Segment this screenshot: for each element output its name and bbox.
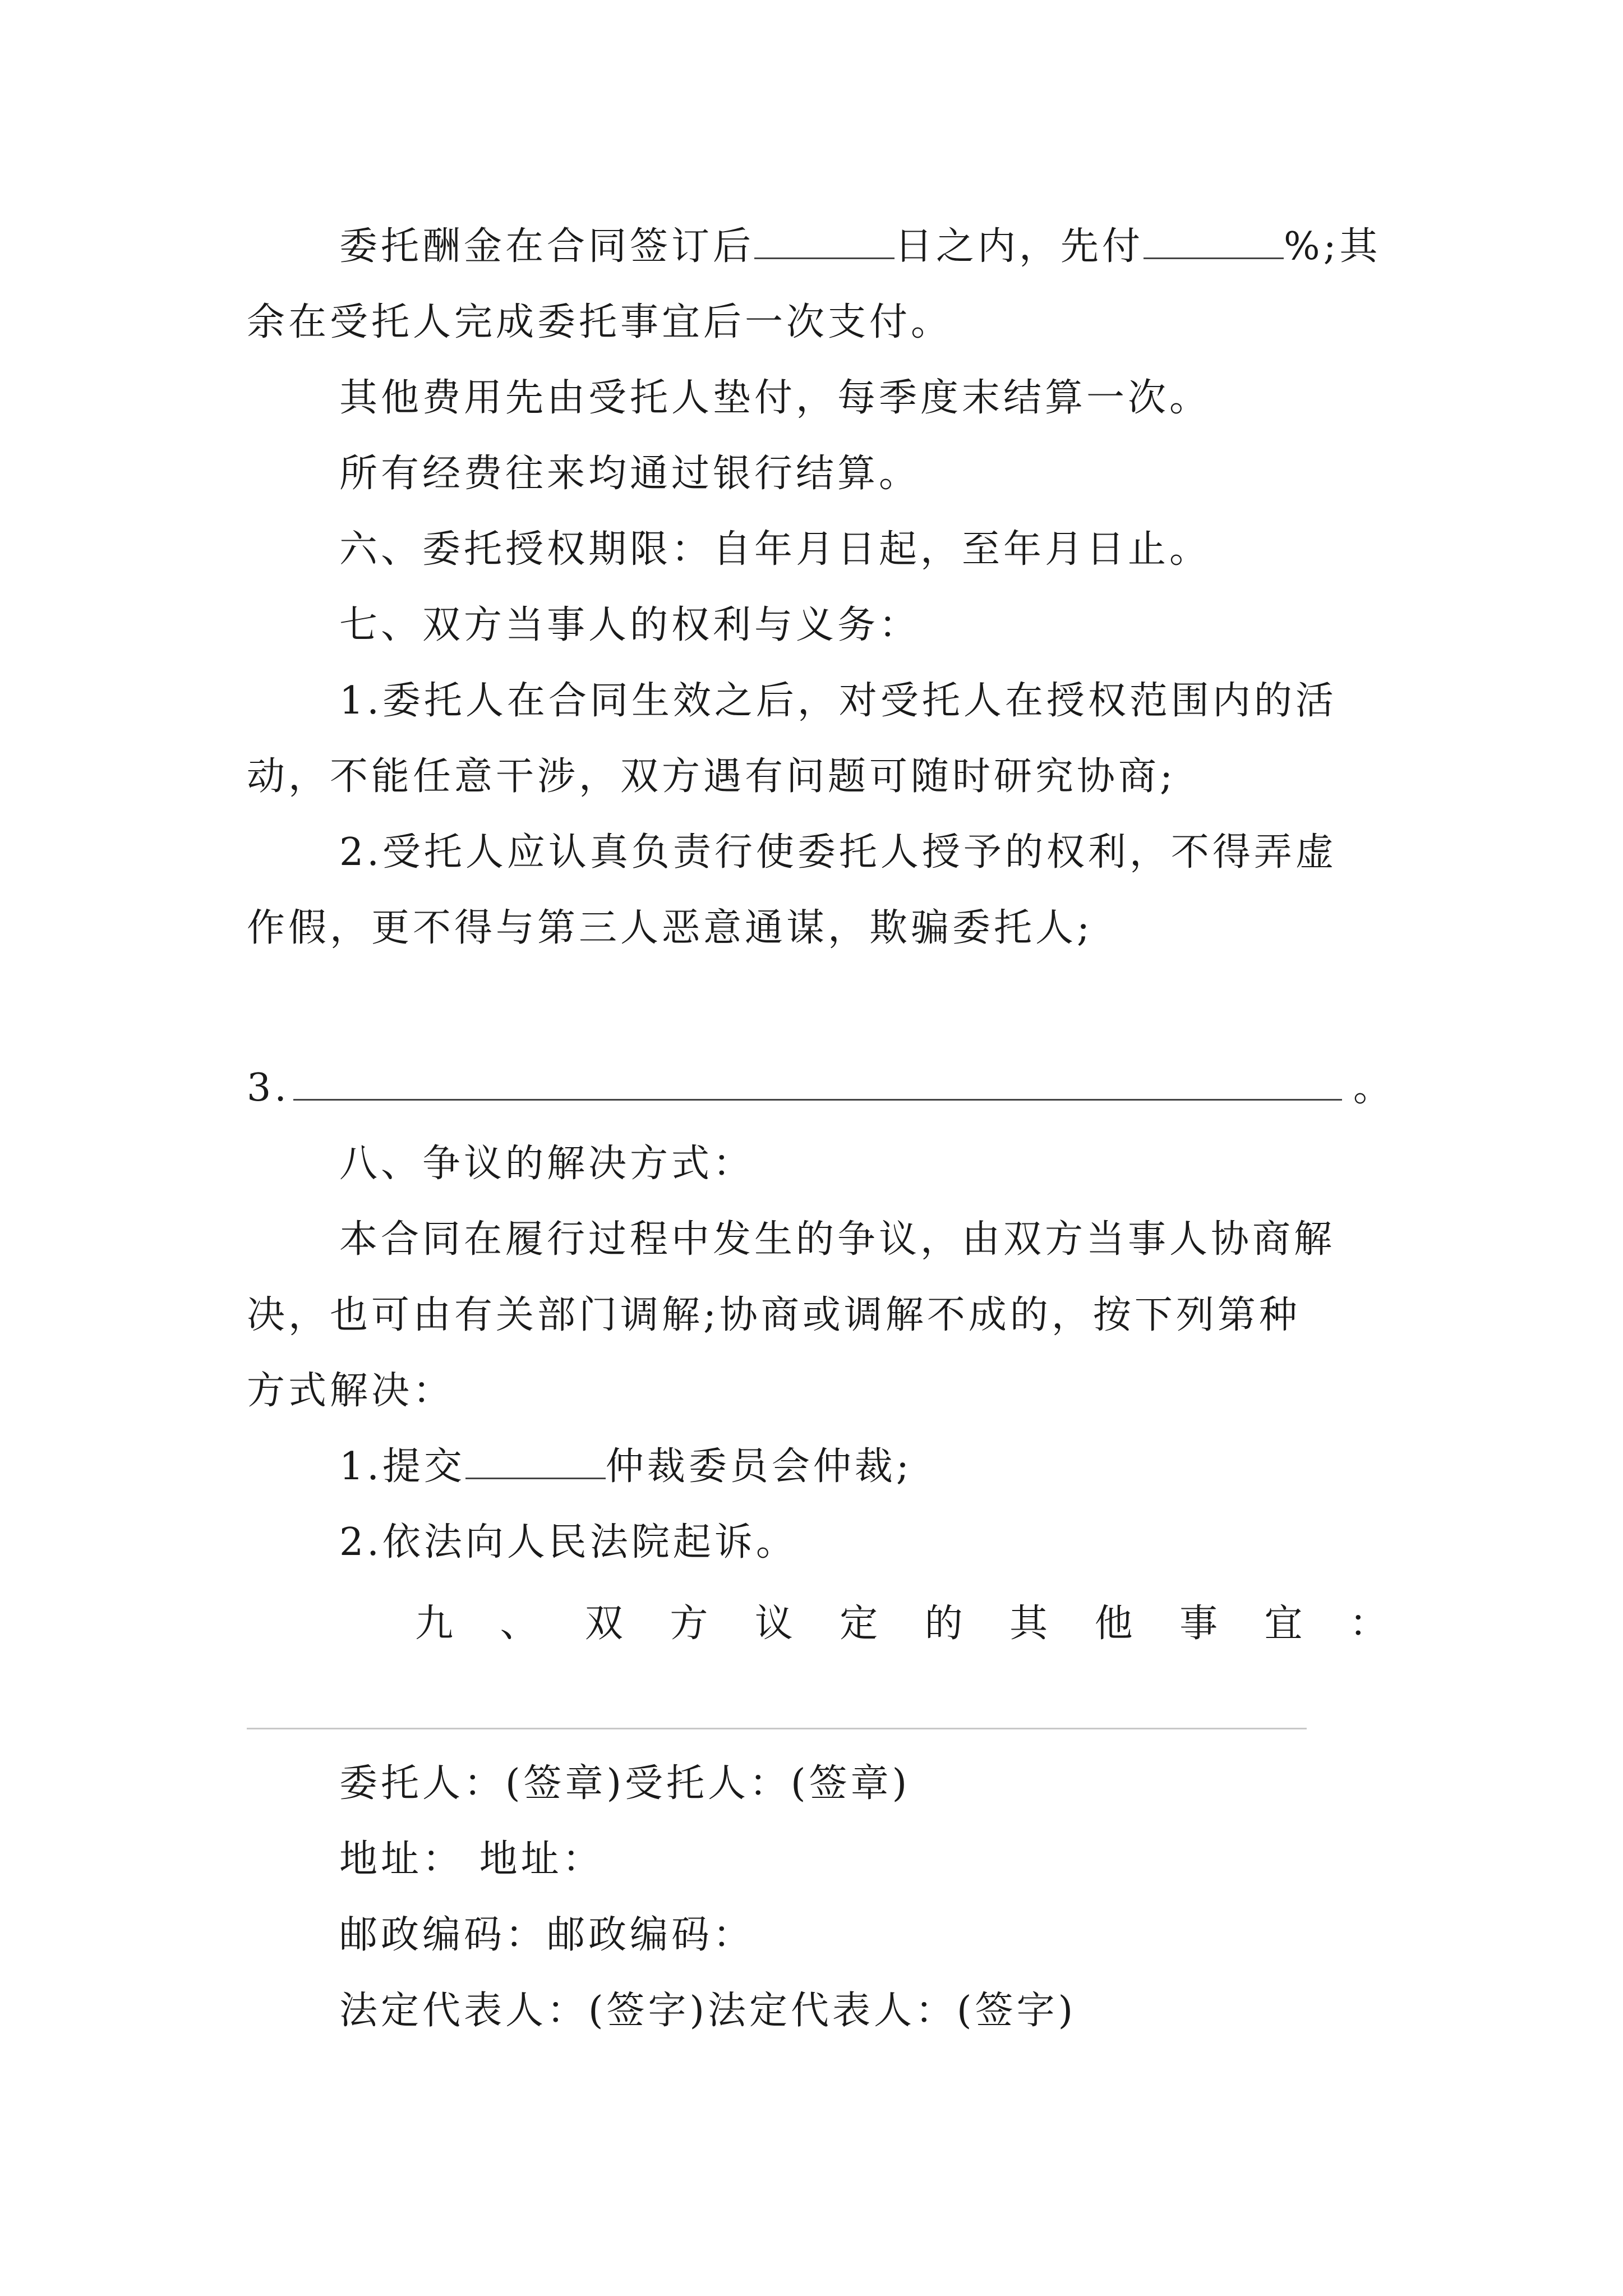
dispute-paragraph-line-2: 决，也可由有关部门调解;协商或调解不成的，按下列第种 — [247, 1293, 1301, 1337]
heading-char: ： — [1349, 1602, 1391, 1646]
clause-3-end: 。 — [1353, 1066, 1395, 1110]
payment-text-before-days: 委托酬金在合同签订后 — [339, 224, 755, 269]
arbitration-option — [339, 1442, 1391, 1492]
dispute-paragraph-line-3: 方式解决： — [247, 1369, 455, 1413]
other-fees-paragraph: 其他费用先由受托人垫付，每季度末结算一次。 — [339, 376, 1211, 420]
heading-char: 事 — [1179, 1602, 1221, 1646]
heading-char: 的 — [924, 1602, 966, 1646]
signature-seal-line: 委托人：(签章)受托人：(签章) — [339, 1761, 911, 1806]
bank-settlement-paragraph: 所有经费往来均通过银行结算。 — [339, 452, 921, 496]
clause-3-blank[interactable] — [293, 1063, 1342, 1101]
heading-char: 他 — [1094, 1602, 1136, 1646]
heading-char: 方 — [670, 1602, 712, 1646]
legal-representative-line: 法定代表人：(签字)法定代表人：(签字) — [339, 1989, 1077, 2033]
dispute-heading: 八、争议的解决方式： — [339, 1142, 755, 1186]
payment-text-percent: %;其 — [1284, 224, 1381, 269]
clause-2-line-2: 作假，更不得与第三人恶意通谋，欺骗委托人; — [247, 906, 1093, 950]
heading-char: 双 — [584, 1602, 626, 1646]
heading-char: 议 — [754, 1602, 796, 1646]
heading-char: 定 — [840, 1602, 882, 1646]
payment-terms-line-1 — [339, 222, 1391, 272]
address-line: 地址： 地址： — [339, 1837, 604, 1881]
clause-1-line-2: 动，不能任意干涉，双方遇有问题可随时研究协商; — [247, 754, 1176, 799]
arbitration-committee-blank[interactable] — [465, 1442, 606, 1479]
percent-blank[interactable] — [1144, 222, 1284, 259]
other-matters-blank-line[interactable] — [247, 1728, 1307, 1729]
clause-3-line — [247, 1063, 1395, 1114]
payment-text-advance: 日之内，先付 — [895, 224, 1144, 269]
authorization-period-heading: 六、委托授权期限：自年月日起，至年月日止。 — [339, 527, 1211, 572]
other-matters-heading — [415, 1599, 1391, 1649]
postal-code-line: 邮政编码：邮政编码： — [339, 1913, 755, 1957]
heading-char: 宜 — [1264, 1602, 1306, 1646]
arbitration-text-post: 仲裁委员会仲裁; — [605, 1444, 912, 1489]
litigation-option: 2.依法向人民法院起诉。 — [339, 1520, 797, 1565]
clause-1-line-1: 1.委托人在合同生效之后，对受托人在授权范围内的活 — [339, 679, 1337, 723]
dispute-paragraph-line-1: 本合同在履行过程中发生的争议，由双方当事人协商解 — [339, 1217, 1336, 1262]
heading-char: 其 — [1009, 1602, 1052, 1646]
clause-3-number: 3. — [247, 1066, 290, 1110]
days-blank[interactable] — [754, 222, 895, 259]
heading-char: 九 — [415, 1602, 457, 1646]
clause-2-line-1: 2.受托人应认真负责行使委托人授予的权利，不得弄虚 — [339, 830, 1337, 875]
arbitration-text-pre: 1.提交 — [339, 1444, 465, 1489]
heading-char: 、 — [500, 1602, 542, 1646]
payment-terms-line-2: 余在受托人完成委托事宜后一次支付。 — [247, 300, 953, 344]
rights-obligations-heading: 七、双方当事人的权利与义务： — [339, 603, 921, 647]
